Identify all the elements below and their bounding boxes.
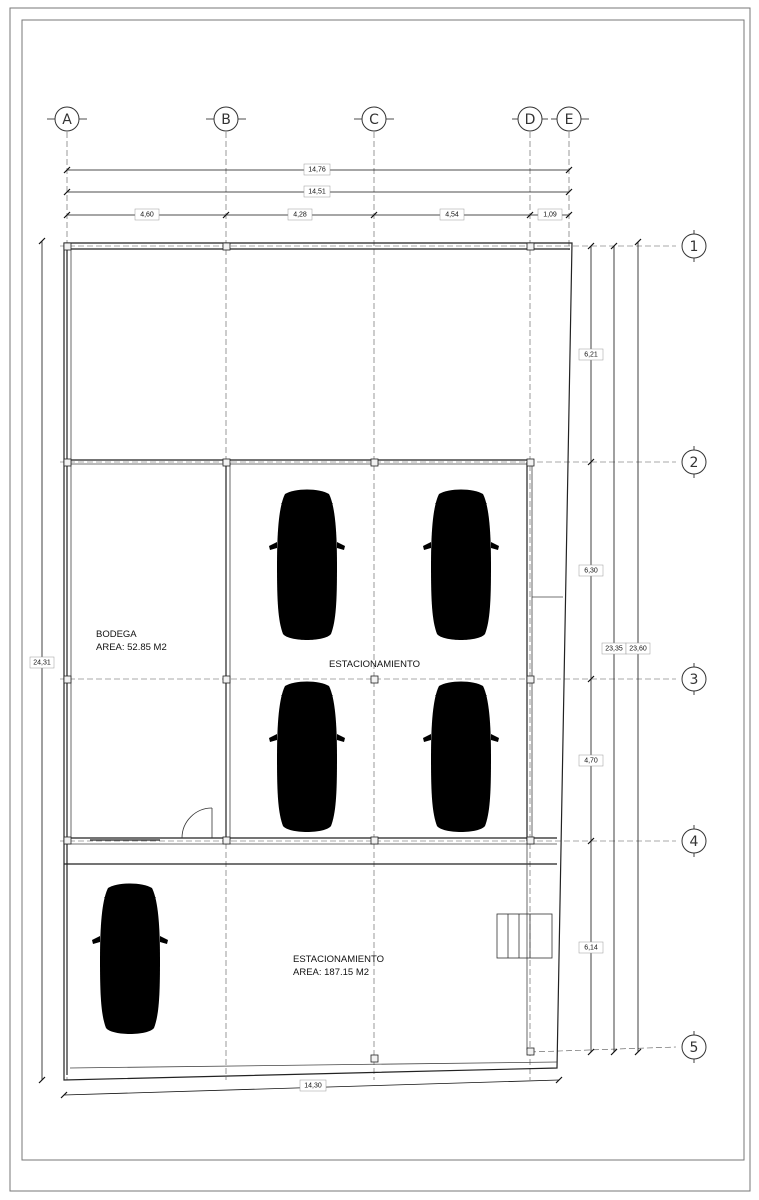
axis-bubble-1 bbox=[682, 230, 706, 262]
door-swing bbox=[182, 808, 212, 838]
axis-label-d: D bbox=[524, 112, 536, 128]
dim-overall-width-2: 14,51 bbox=[308, 188, 326, 196]
bottom-dimension bbox=[61, 1077, 562, 1098]
right-dimensions bbox=[579, 239, 650, 1055]
axis-label-e: E bbox=[564, 112, 574, 128]
dim-bottom-width: 14,30 bbox=[304, 1082, 322, 1090]
stairs bbox=[497, 914, 552, 958]
bodega-area: AREA: 52.85 M2 bbox=[96, 642, 167, 653]
axis-bubble-e bbox=[551, 107, 589, 131]
dim-span-34: 4,70 bbox=[584, 757, 598, 765]
dim-overall-depth-2: 23,60 bbox=[629, 645, 647, 653]
left-dimension bbox=[30, 238, 54, 1083]
dim-span-45: 6,14 bbox=[584, 944, 598, 952]
dim-span-12: 6,21 bbox=[584, 351, 598, 359]
axis-bubble-d bbox=[512, 107, 548, 131]
axis-label-a: A bbox=[62, 112, 72, 128]
axis-bubble-3 bbox=[682, 663, 706, 695]
car-icon-3 bbox=[269, 682, 345, 833]
axis-bubble-a bbox=[47, 107, 87, 131]
dim-overall-width-1: 14,76 bbox=[308, 166, 326, 174]
dim-span-bc: 4,28 bbox=[293, 211, 307, 219]
axis-label-1: 1 bbox=[689, 239, 699, 255]
dim-overall-depth-1: 23,35 bbox=[605, 645, 623, 653]
dim-span-23: 6,30 bbox=[584, 567, 598, 575]
car-icon-4 bbox=[423, 682, 499, 833]
parking-lower-label: ESTACIONAMIENTO bbox=[293, 954, 384, 965]
axis-bubble-4 bbox=[682, 825, 706, 857]
axis-label-3: 3 bbox=[689, 672, 699, 688]
car-icon-1 bbox=[269, 490, 345, 641]
axis-bubble-2 bbox=[682, 446, 706, 478]
axis-label-5: 5 bbox=[689, 1040, 699, 1056]
axis-label-2: 2 bbox=[689, 455, 699, 471]
parking-lower-area: AREA: 187.15 M2 bbox=[293, 967, 370, 978]
axis-bubble-c bbox=[354, 107, 394, 131]
parking-upper-label: ESTACIONAMIENTO bbox=[329, 659, 420, 670]
axis-bubble-5 bbox=[682, 1031, 706, 1063]
bodega-label: BODEGA bbox=[96, 629, 137, 640]
car-icon-2 bbox=[423, 490, 499, 641]
axis-label-b: B bbox=[221, 112, 231, 128]
top-dimensions bbox=[64, 164, 572, 220]
car-icon-5 bbox=[92, 884, 168, 1035]
dim-span-de: 1,09 bbox=[543, 211, 557, 219]
dim-span-ab: 4,60 bbox=[140, 211, 154, 219]
axis-label-c: C bbox=[369, 112, 379, 128]
dim-span-cd: 4,54 bbox=[445, 211, 459, 219]
dim-left-depth: 24,31 bbox=[33, 659, 51, 667]
axis-bubble-b bbox=[206, 107, 246, 131]
axis-label-4: 4 bbox=[689, 834, 699, 850]
